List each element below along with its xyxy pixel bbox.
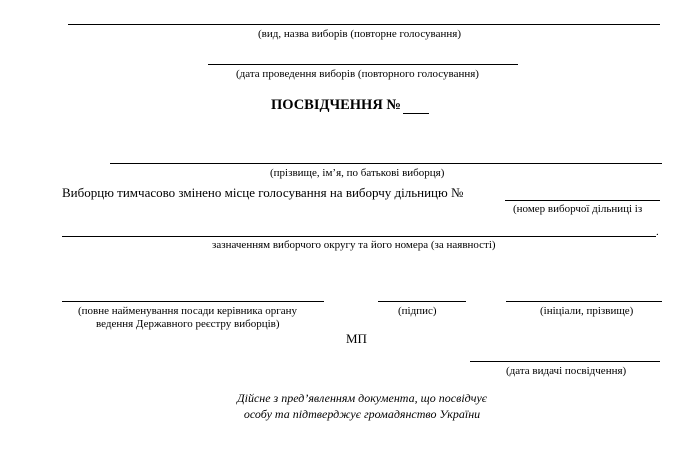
station-details-caption: зазначенням виборчого округу та його номера (за наявності) bbox=[212, 239, 496, 251]
stamp-mark: МП bbox=[346, 331, 367, 346]
validity-note-1: Дійсне з пред’явленням документа, що посвідчує bbox=[236, 391, 488, 405]
voter-name-line bbox=[110, 163, 662, 164]
head-position-line bbox=[62, 301, 324, 302]
station-number-caption: (номер виборчої дільниці із bbox=[513, 203, 643, 215]
signature-caption: (підпис) bbox=[398, 305, 437, 317]
statement-text: Виборцю тимчасово змінено місце голосування на виборчу дільницю № bbox=[62, 185, 464, 200]
certificate-title-text: ПОСВІДЧЕННЯ № bbox=[270, 97, 402, 113]
initials-caption: (ініціали, прізвище) bbox=[540, 305, 634, 317]
head-position-caption-1: (повне найменування посади керівника органу bbox=[78, 305, 298, 317]
election-date-line bbox=[208, 64, 518, 65]
initials-line bbox=[506, 301, 662, 302]
station-details-line bbox=[62, 236, 656, 237]
election-type-caption: (вид, назва виборів (повторне голосування) bbox=[258, 28, 461, 40]
period-mark: . bbox=[656, 226, 659, 238]
certificate-number-blank bbox=[403, 99, 429, 114]
issue-date-line bbox=[470, 361, 660, 362]
election-date-caption: (дата проведення виборів (повторного голосування) bbox=[236, 68, 479, 80]
station-number-line bbox=[505, 200, 660, 201]
issue-date-caption: (дата видачі посвідчення) bbox=[506, 365, 627, 377]
certificate-title bbox=[0, 97, 700, 114]
election-type-line bbox=[68, 24, 660, 25]
validity-note-2: особу та підтверджує громадянство України bbox=[243, 407, 481, 421]
voter-name-caption: (прізвище, ім’я, по батькові виборця) bbox=[270, 167, 445, 179]
head-position-caption-2: ведення Державного реєстру виборців) bbox=[96, 318, 280, 330]
signature-line bbox=[378, 301, 466, 302]
